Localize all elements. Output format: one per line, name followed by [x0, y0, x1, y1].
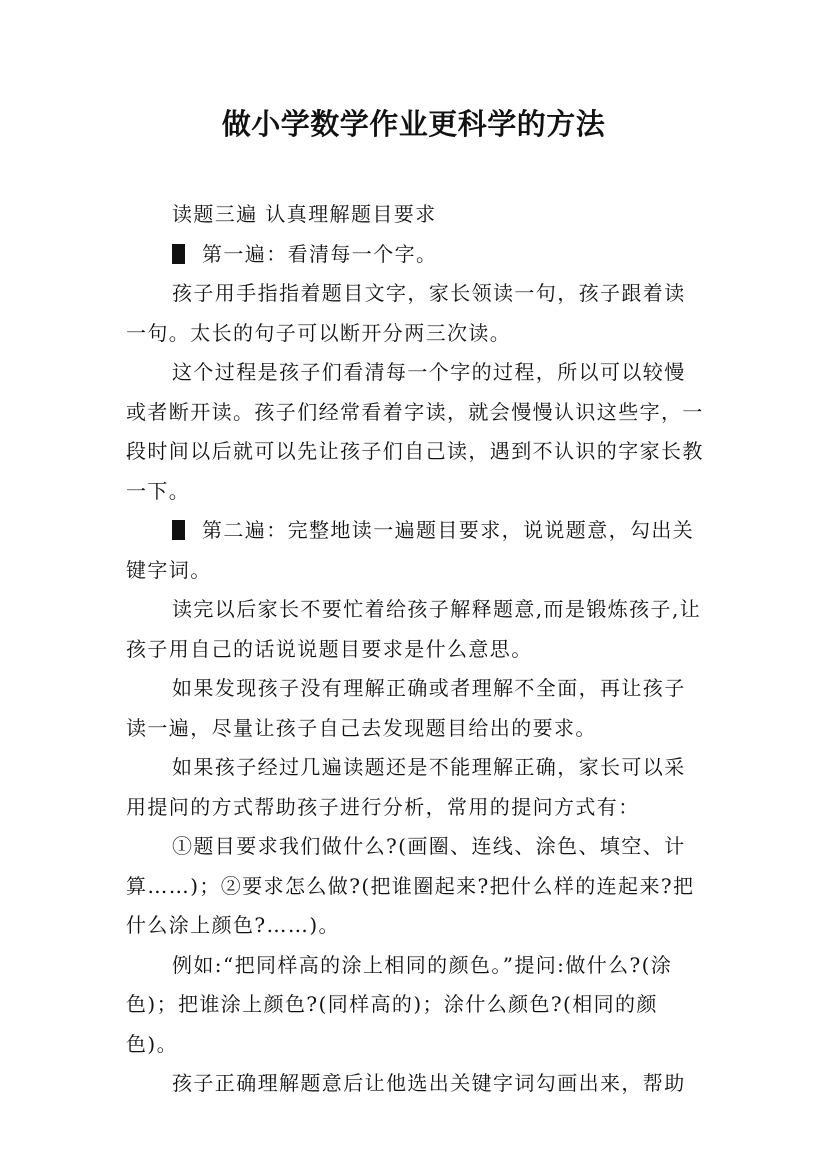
- step-2-heading-text: 第二遍：完整地读一遍题目要求，说说题意，勾出关键字词。: [126, 518, 695, 582]
- paragraph-2: 这个过程是孩子们看清每一个字的过程，所以可以较慢或者断开读。孩子们经常看着字读，就会慢慢认识这些字，一段时间以后就可以先让孩子们自己读，遇到不认识的字家长教一下。: [126, 360, 704, 503]
- paragraph-3: 读完以后家长不要忙着给孩子解释题意,而是锻炼孩子,让孩子用自己的话说说题目要求是什么意思。: [126, 597, 702, 661]
- paragraph-6: ①题目要求我们做什么?(画圈、连线、涂色、填空、计算……)；②要求怎么做?(把谁圈起来?把什么样的连起来?把什么涂上颜色?……)。: [126, 834, 695, 937]
- section-heading: 读题三遍 认真理解题目要求: [172, 202, 437, 226]
- document-title: 做小学数学作业更科学的方法: [221, 107, 606, 141]
- square-bullet-icon: [172, 244, 185, 264]
- paragraph-7: 例如:“把同样高的涂上相同的颜色。”提问:做什么?(涂色)；把谁涂上颜色?(同样高的)；涂什么颜色?(相同的颜色)。: [126, 952, 673, 1056]
- step-1-heading-text: 第一遍：看清每一个字。: [202, 241, 438, 266]
- paragraph-4: 如果发现孩子没有理解正确或者理解不全面，再让孩子读一遍，尽量让孩子自己去发现题目给出的要求。: [126, 676, 686, 740]
- paragraph-8: 孩子正确理解题意后让他选出关键字词勾画出来，帮助: [172, 1071, 686, 1095]
- step-1-heading: [126, 235, 706, 275]
- paragraph-1: 孩子用手指指着题目文字，家长领读一句，孩子跟着读一句。太长的句子可以断开分两三次读。: [126, 281, 686, 345]
- document-body: [126, 195, 706, 1104]
- step-2-heading: [126, 511, 706, 590]
- paragraph-5: 如果孩子经过几遍读题还是不能理解正确，家长可以采用提问的方式帮助孩子进行分析，常用的提问方式有：: [126, 755, 686, 819]
- square-bullet-icon: [172, 520, 185, 540]
